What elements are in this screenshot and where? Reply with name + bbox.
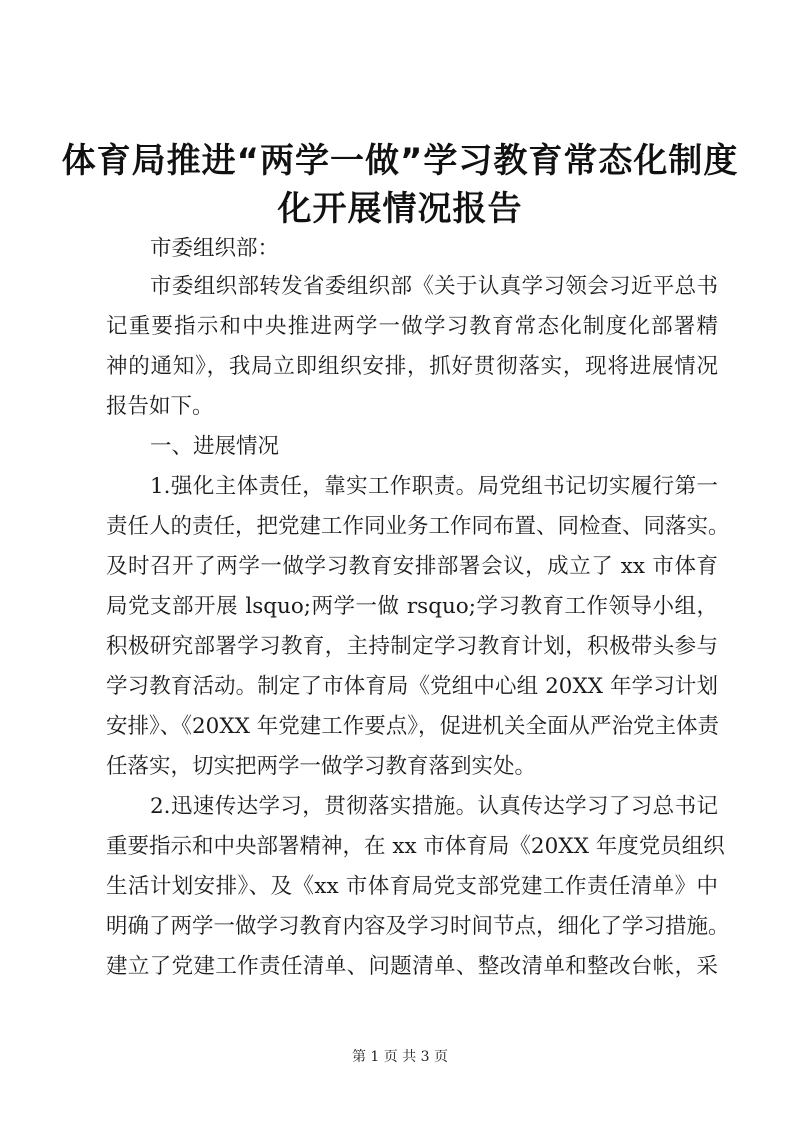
salutation: 市委组织部：: [150, 236, 280, 261]
item2-line-3: 生活计划安排》、及《xx 市体育局党支部党建工作责任清单》中: [106, 874, 718, 899]
item1-line-8: 任落实，切实把两学一做学习教育落到实处。: [106, 754, 537, 779]
intro-line-1: 市委组织部转发省委组织部《关于认真学习领会习近平总书: [150, 274, 718, 299]
intro-line-3: 神的通知》，我局立即组织安排，抓好贯彻落实，现将进展情况: [106, 354, 718, 379]
item2-line-2: 重要指示和中央部署精神，在 xx 市体育局《20XX 年度党员组织: [106, 834, 725, 859]
page-footer: 第 1 页 共 3 页: [351, 1049, 449, 1065]
item1-line-3: 及时召开了两学一做学习教育安排部署会议，成立了 xx 市体育: [106, 554, 718, 579]
item1-line-7: 安排》、《20XX 年党建工作要点》，促进机关全面从严治党主体责: [106, 714, 720, 739]
intro-line-4: 报告如下。: [106, 394, 214, 419]
section-heading: 一、进展情况: [150, 434, 280, 459]
document-title-line-2: 化开展情况报告: [277, 189, 523, 229]
item2-line-4: 明确了两学一做学习教育内容及学习时间节点，细化了学习措施。: [106, 914, 730, 939]
item1-line-6: 学习教育活动。制定了市体育局《党组中心组 20XX 年学习计划: [106, 674, 718, 699]
item1-line-2: 责任人的责任，把党建工作同业务工作同布置、同检查、同落实。: [106, 514, 730, 539]
item2-line-1: 2.迅速传达学习，贯彻落实措施。认真传达学习了习总书记: [150, 794, 718, 819]
document-title-line-1: 体育局推进“两学一做”学习教育常态化制度: [61, 141, 739, 181]
item2-line-5: 建立了党建工作责任清单、问题清单、整改清单和整改台帐，采: [106, 954, 718, 979]
item1-line-4: 局党支部开展 lsquo;两学一做 rsquo;学习教育工作领导小组，: [106, 594, 718, 619]
item1-line-1: 1.强化主体责任，靠实工作职责。局党组书记切实履行第一: [150, 474, 718, 499]
item1-line-5: 积极研究部署学习教育，主持制定学习教育计划，积极带头参与: [106, 634, 718, 659]
intro-line-2: 记重要指示和中央推进两学一做学习教育常态化制度化部署精: [106, 314, 718, 339]
